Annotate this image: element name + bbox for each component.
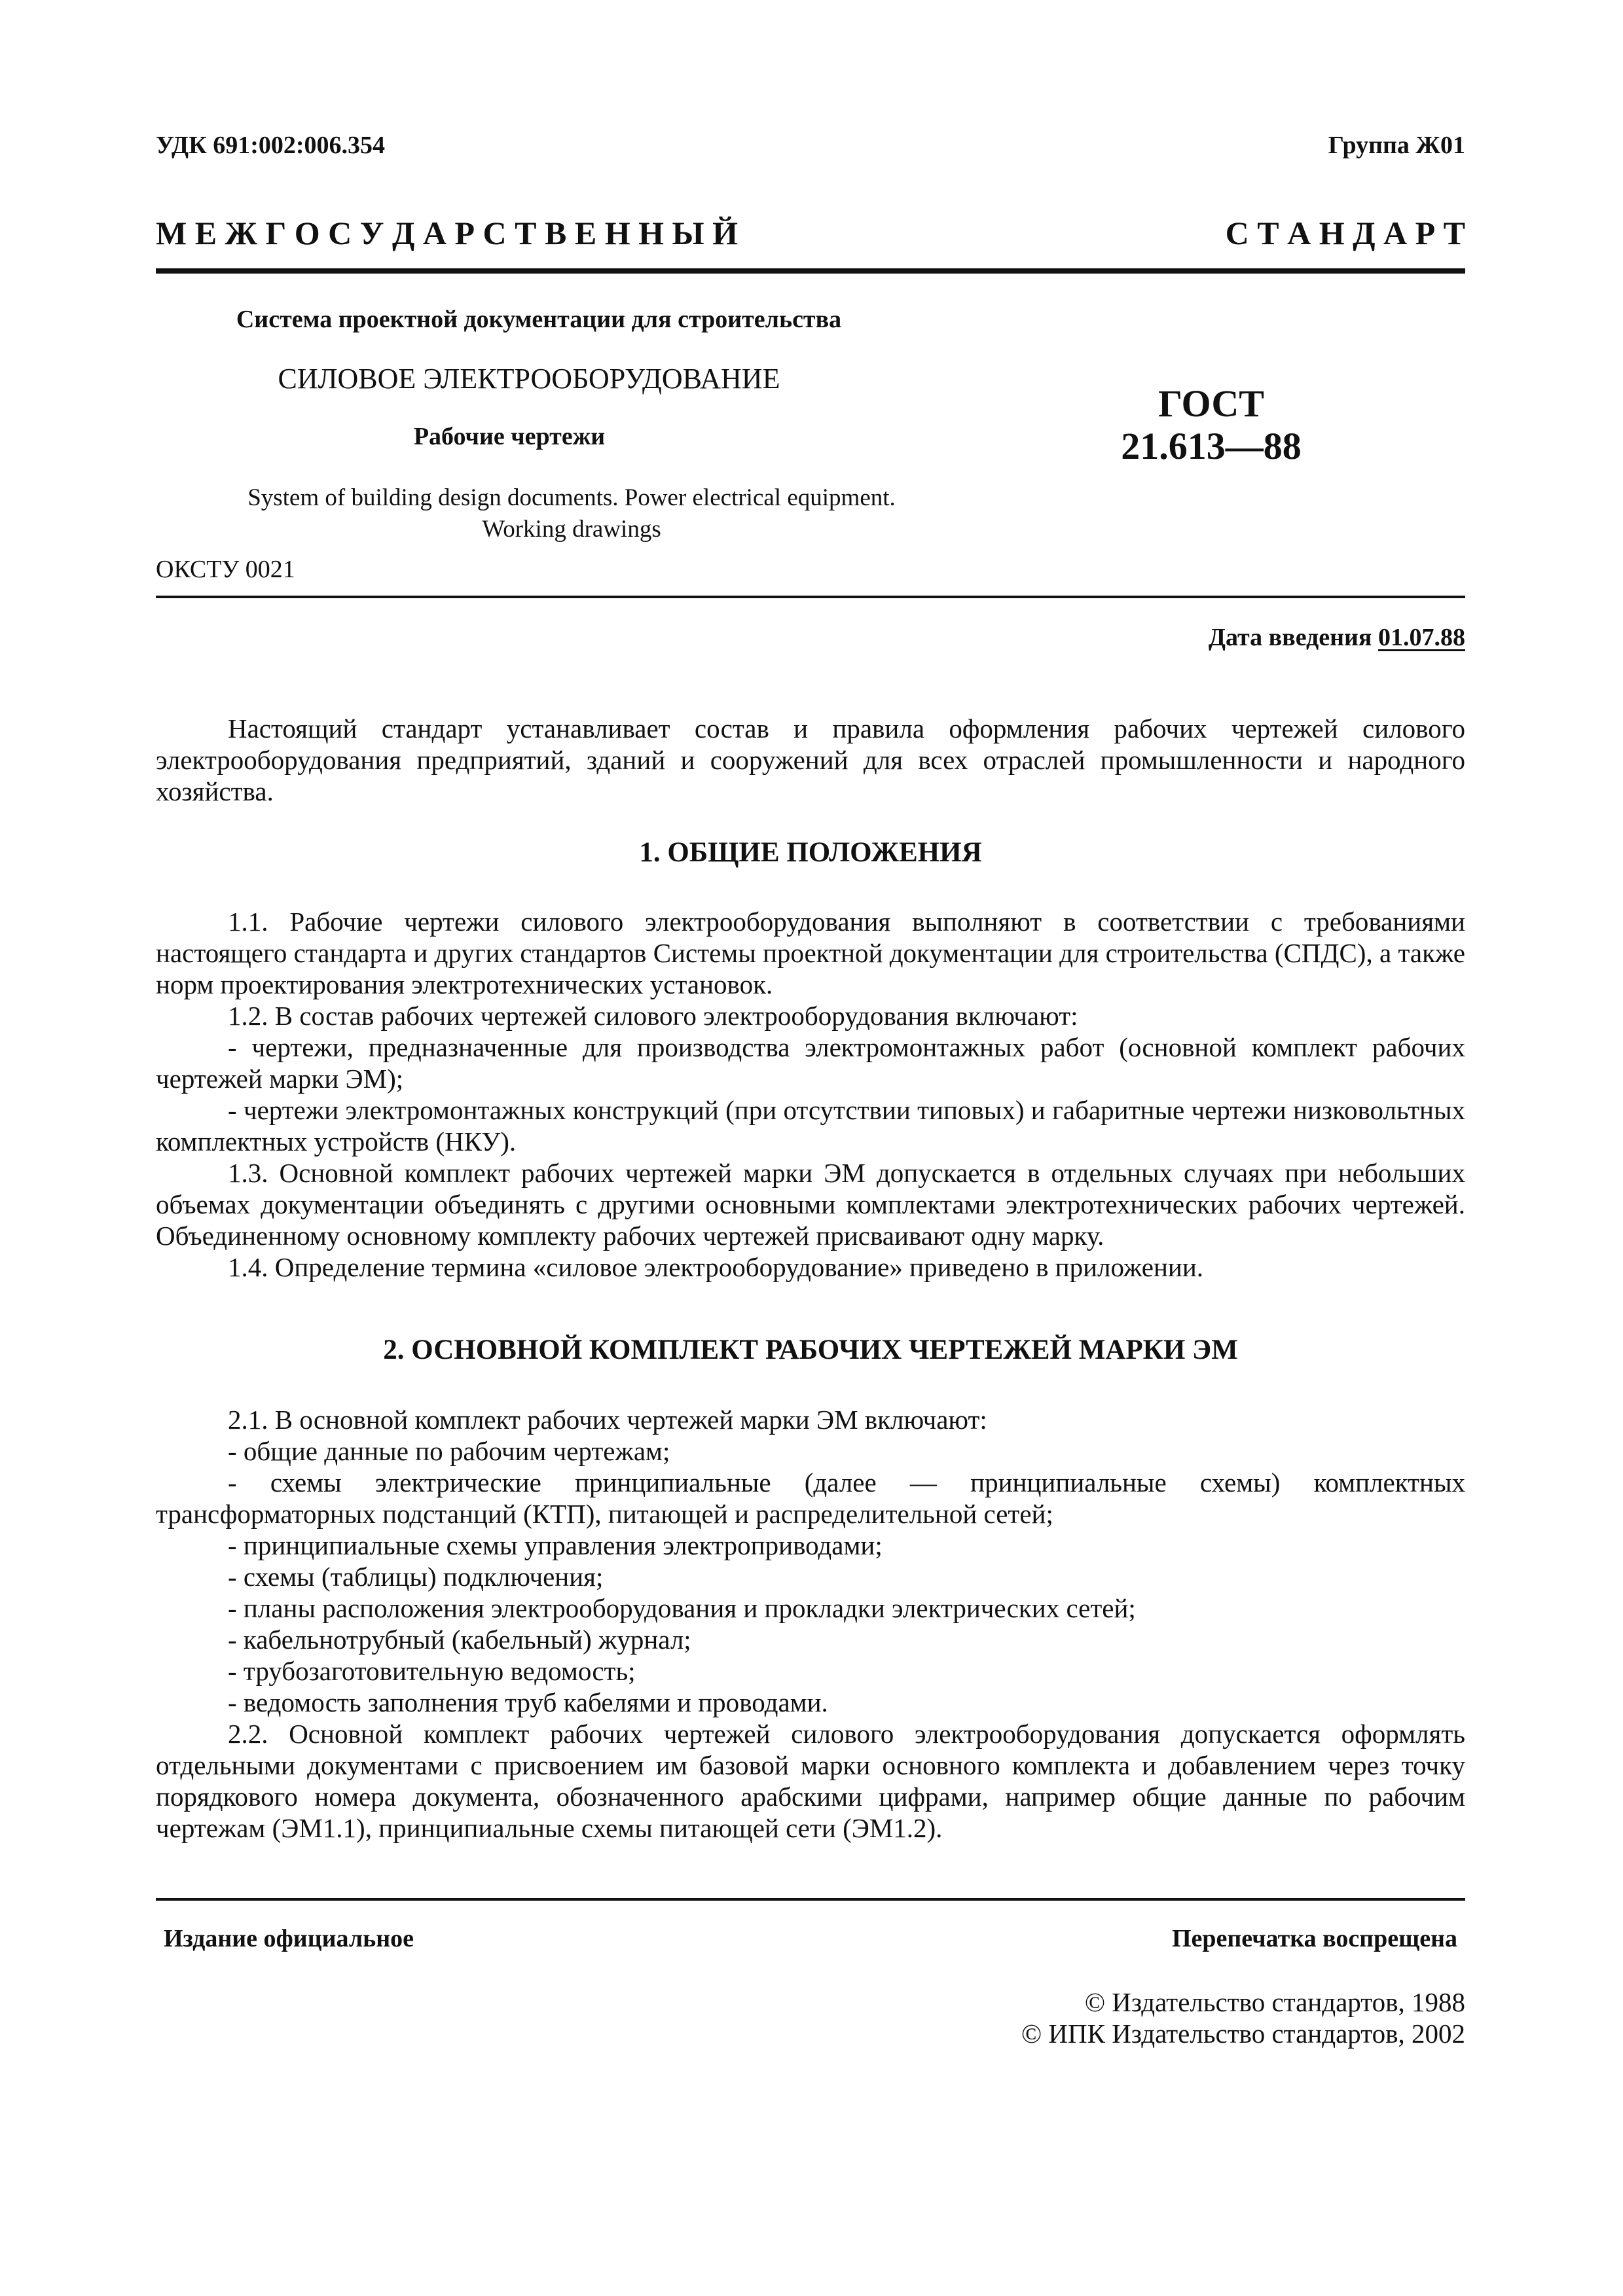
- english-title-line1: System of building design documents. Power electrical equipment.: [247, 484, 896, 511]
- system-name: Система проектной документации для строительства: [236, 306, 842, 333]
- paragraph-1-2-b: - чертежи электромонтажных конструкций (при отсутствии типовых) и габаритные чертежи низковольтных комплектных устройств (НКУ).: [156, 1095, 1465, 1157]
- title-rule: [156, 268, 1465, 274]
- document-subject: СИЛОВОЕ ЭЛЕКТРООБОРУДОВАНИЕ: [278, 363, 780, 395]
- paragraph-1-3: 1.3. Основной комплект рабочих чертежей марки ЭМ допускается в отдельных случаях при небольших объемах документации объединять с другими основными комплектами электротехнических рабочих чертежей. Объединенному основному комплекту рабочих чертежей присваивают одну марку.: [156, 1158, 1465, 1251]
- header-bottom-rule: [156, 596, 1465, 598]
- header-row: [156, 131, 1465, 160]
- section-1-heading: 1. ОБЩИЕ ПОЛОЖЕНИЯ: [639, 837, 982, 868]
- copyright-1988: © Издательство стандартов, 1988: [1084, 1987, 1465, 2017]
- intro-text: Настоящий стандарт устанавливает состав и правила оформления рабочих чертежей силового электрооборудования предприятий, зданий и сооружений для всех отраслей промышленности и народного хозяйства.: [156, 713, 1465, 806]
- section-2-heading: 2. ОСНОВНОЙ КОМПЛЕКТ РАБОЧИХ ЧЕРТЕЖЕЙ МАРКИ ЭМ: [383, 1335, 1238, 1365]
- paragraph-2-2: 2.2. Основной комплект рабочих чертежей силового электрооборудования допускается оформлять отдельными документами с присвоением им базовой марки основного комплекта и добавлением через точку порядкового номера документа, обозначенного арабскими цифрами, например общие данные по рабочим чертежам (ЭМ1.1), принципиальные схемы питающей сети (ЭМ1.2).: [156, 1719, 1465, 1843]
- list-item: - трубозаготовительную ведомость;: [228, 1656, 636, 1686]
- footer-rule: [156, 1898, 1465, 1901]
- list-item: - кабельнотрубный (кабельный) журнал;: [228, 1624, 691, 1655]
- effective-date: [1209, 623, 1465, 652]
- paragraph-1-2-a: - чертежи, предназначенные для производства электромонтажных работ (основной комплект рабочих чертежей марки ЭМ);: [156, 1032, 1465, 1094]
- date-label: Дата введения: [1208, 624, 1372, 651]
- interstate-standard-title: [156, 214, 1465, 252]
- paragraph-1-1: 1.1. Рабочие чертежи силового электрооборудования выполняют в соответствии с требованиями настоящего стандарта и других стандартов Системы проектной документации для строительства (СПДС), а также норм проектирования электротехнических установок.: [156, 906, 1465, 999]
- english-title: [156, 482, 987, 545]
- udk-code: УДК 691:002:006.354: [156, 132, 386, 159]
- gost-label: ГОСТ: [1158, 382, 1264, 425]
- official-edition-note: Издание официальное: [164, 1925, 414, 1952]
- list-item: - схемы электрические принципиальные (далее — принципиальные схемы) комплектных трансформаторных подстанций (КТП), питающей и распределительной сетей;: [156, 1467, 1465, 1529]
- reprint-prohibited-note: Перепечатка воспрещена: [1171, 1925, 1457, 1952]
- gost-number: 21.613—88: [1121, 424, 1302, 467]
- okstu-code: ОКСТУ 0021: [156, 556, 295, 583]
- list-item: - ведомость заполнения труб кабелями и проводами.: [228, 1687, 828, 1717]
- intro-paragraph: [156, 713, 1465, 807]
- date-value: 01.07.88: [1378, 624, 1465, 651]
- group-code: Группа Ж01: [1328, 132, 1465, 159]
- list-item: - планы расположения электрооборудования и прокладки электрических сетей;: [228, 1593, 1136, 1623]
- copyright-block: [1021, 1986, 1465, 2049]
- copyright-2002: © ИПК Издательство стандартов, 2002: [1021, 2018, 1465, 2049]
- english-title-line2: Working drawings: [482, 516, 661, 543]
- list-item: - принципиальные схемы управления электроприводами;: [228, 1530, 883, 1560]
- paragraph-2-1: 2.1. В основной комплект рабочих чертежей марки ЭМ включают:: [228, 1405, 987, 1435]
- document-subtitle: Рабочие чертежи: [413, 423, 606, 450]
- list-item: - общие данные по рабочим чертежам;: [228, 1436, 670, 1466]
- list-item: - схемы (таблицы) подключения;: [228, 1562, 604, 1592]
- paragraph-1-2: 1.2. В состав рабочих чертежей силового электрооборудования включают:: [228, 1001, 1078, 1031]
- section-1-body: [156, 906, 1465, 1283]
- title-standard: С Т А Н Д А Р Т: [1225, 215, 1465, 251]
- title-interstate: М Е Ж Г О С У Д А Р С Т В Е Н Н Ы Й: [156, 215, 738, 251]
- footer-row: [156, 1924, 1465, 1953]
- paragraph-1-4: 1.4. Определение термина «силовое электрооборудование» приведено в приложении.: [228, 1252, 1204, 1282]
- section-2-body: [156, 1404, 1465, 1844]
- gost-designation: [1074, 383, 1349, 468]
